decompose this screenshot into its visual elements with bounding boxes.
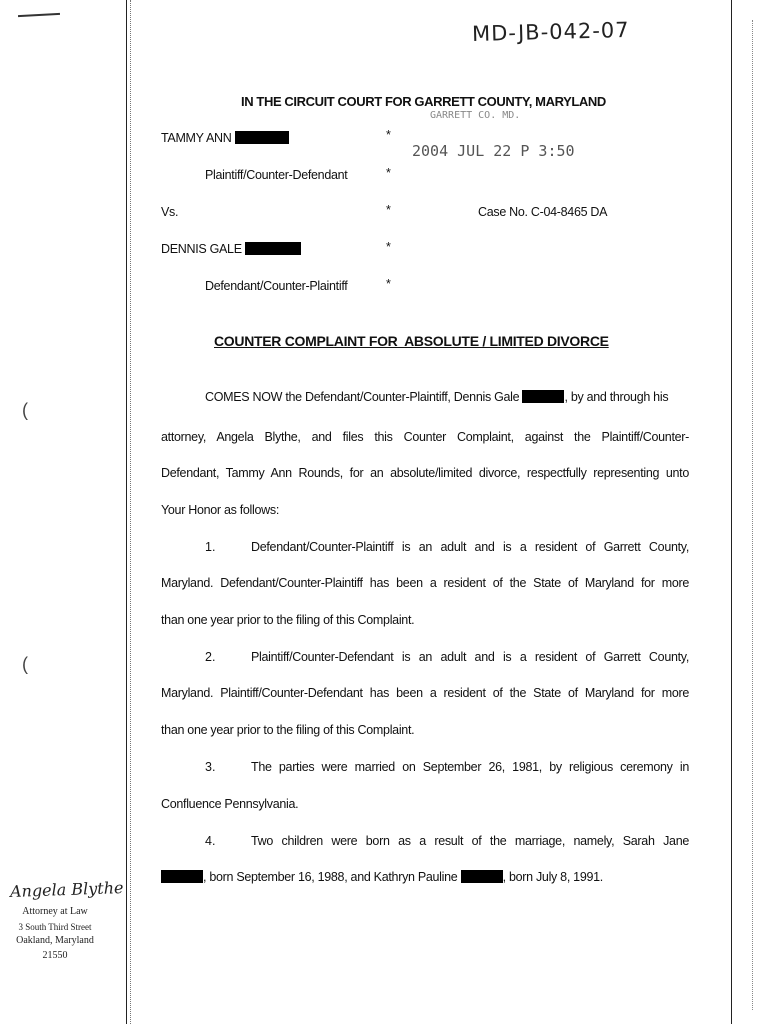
redaction-box bbox=[245, 242, 301, 255]
plaintiff-name-text: TAMMY ANN bbox=[161, 131, 232, 145]
redaction-box bbox=[522, 390, 564, 403]
redaction-box bbox=[235, 131, 289, 144]
left-margin-rule bbox=[126, 0, 127, 1024]
caption-star-2: * bbox=[386, 166, 391, 180]
attorney-city: Oakland, Maryland bbox=[16, 935, 94, 946]
handwritten-document-code: MD-JB-042-07 bbox=[471, 17, 630, 47]
defendant-role: Defendant/Counter-Plaintiff bbox=[205, 279, 348, 293]
paragraph-3-line-1: The parties were married on September 26, 1981, by religious ceremony in bbox=[251, 760, 689, 774]
scan-mark-top-left bbox=[18, 13, 60, 17]
paragraph-4-number: 4. bbox=[205, 834, 216, 848]
scan-mark-left-1: ( bbox=[22, 400, 28, 420]
case-number: Case No. C-04-8465 DA bbox=[478, 205, 608, 219]
caption-star-3: * bbox=[386, 203, 391, 217]
filing-stamp-date: 2004 JUL 22 P 3:50 bbox=[412, 142, 575, 160]
attorney-zip: 21550 bbox=[42, 950, 68, 961]
attorney-street: 3 South Third Street bbox=[18, 922, 92, 932]
court-title: IN THE CIRCUIT COURT FOR GARRETT COUNTY, MARYLAND bbox=[241, 94, 606, 109]
intro-line-1 bbox=[205, 390, 689, 404]
caption-star-5: * bbox=[386, 277, 391, 291]
paragraph-4-line-1: Two children were born as a result of the marriage, namely, Sarah Jane bbox=[251, 834, 689, 848]
paragraph-4-line-2 bbox=[161, 870, 689, 884]
defendant-name-text: DENNIS GALE bbox=[161, 242, 242, 256]
redaction-box bbox=[161, 870, 203, 883]
versus: Vs. bbox=[161, 205, 179, 219]
paragraph-3-line-2: Confluence Pennsylvania. bbox=[161, 797, 299, 811]
caption-star-4: * bbox=[386, 240, 391, 254]
intro-line-1a: COMES NOW the Defendant/Counter-Plaintiff, Dennis Gale bbox=[205, 390, 520, 404]
right-edge-dots bbox=[752, 20, 753, 1010]
intro-line-4: Your Honor as follows: bbox=[161, 503, 280, 517]
document-title: COUNTER COMPLAINT FOR ABSOLUTE / LIMITED DIVORCE bbox=[214, 333, 609, 349]
paragraph-4-line-2b: , born July 8, 1991. bbox=[502, 870, 603, 884]
plaintiff-name bbox=[161, 131, 289, 145]
paragraph-1-number: 1. bbox=[205, 540, 216, 554]
intro-line-2: attorney, Angela Blythe, and files this Counter Complaint, against the Plaintiff/Counter- bbox=[161, 430, 689, 444]
attorney-title: Attorney at Law bbox=[22, 906, 88, 917]
left-margin-rule-inner bbox=[130, 0, 131, 1024]
caption-star-1: * bbox=[386, 128, 391, 142]
paragraph-1-line-1: Defendant/Counter-Plaintiff is an adult and is a resident of Garrett County, bbox=[251, 540, 689, 554]
paragraph-2-line-3: than one year prior to the filing of this Complaint. bbox=[161, 723, 415, 737]
filing-stamp-county: GARRETT CO. MD. bbox=[430, 110, 521, 121]
paragraph-2-number: 2. bbox=[205, 650, 216, 664]
paragraph-2-line-1: Plaintiff/Counter-Defendant is an adult and is a resident of Garrett County, bbox=[251, 650, 689, 664]
redaction-box bbox=[461, 870, 503, 883]
right-margin-rule bbox=[731, 0, 732, 1024]
paragraph-1-line-3: than one year prior to the filing of this Complaint. bbox=[161, 613, 415, 627]
paragraph-2-line-2: Maryland. Plaintiff/Counter-Defendant has been a resident of the State of Maryland for more bbox=[161, 686, 689, 700]
attorney-signature: Angela Blythe bbox=[9, 878, 124, 901]
plaintiff-role: Plaintiff/Counter-Defendant bbox=[205, 168, 348, 182]
paragraph-4-line-2a: , born September 16, 1988, and Kathryn Pauline bbox=[203, 870, 458, 884]
defendant-name bbox=[161, 242, 301, 256]
scan-mark-left-2: ( bbox=[22, 654, 28, 674]
paragraph-3-number: 3. bbox=[205, 760, 216, 774]
paragraph-1-line-2: Maryland. Defendant/Counter-Plaintiff has been a resident of the State of Maryland for more bbox=[161, 576, 689, 590]
intro-line-3: Defendant, Tammy Ann Rounds, for an absolute/limited divorce, respectfully representing unto bbox=[161, 466, 689, 480]
intro-line-1b: , by and through his bbox=[564, 390, 669, 404]
